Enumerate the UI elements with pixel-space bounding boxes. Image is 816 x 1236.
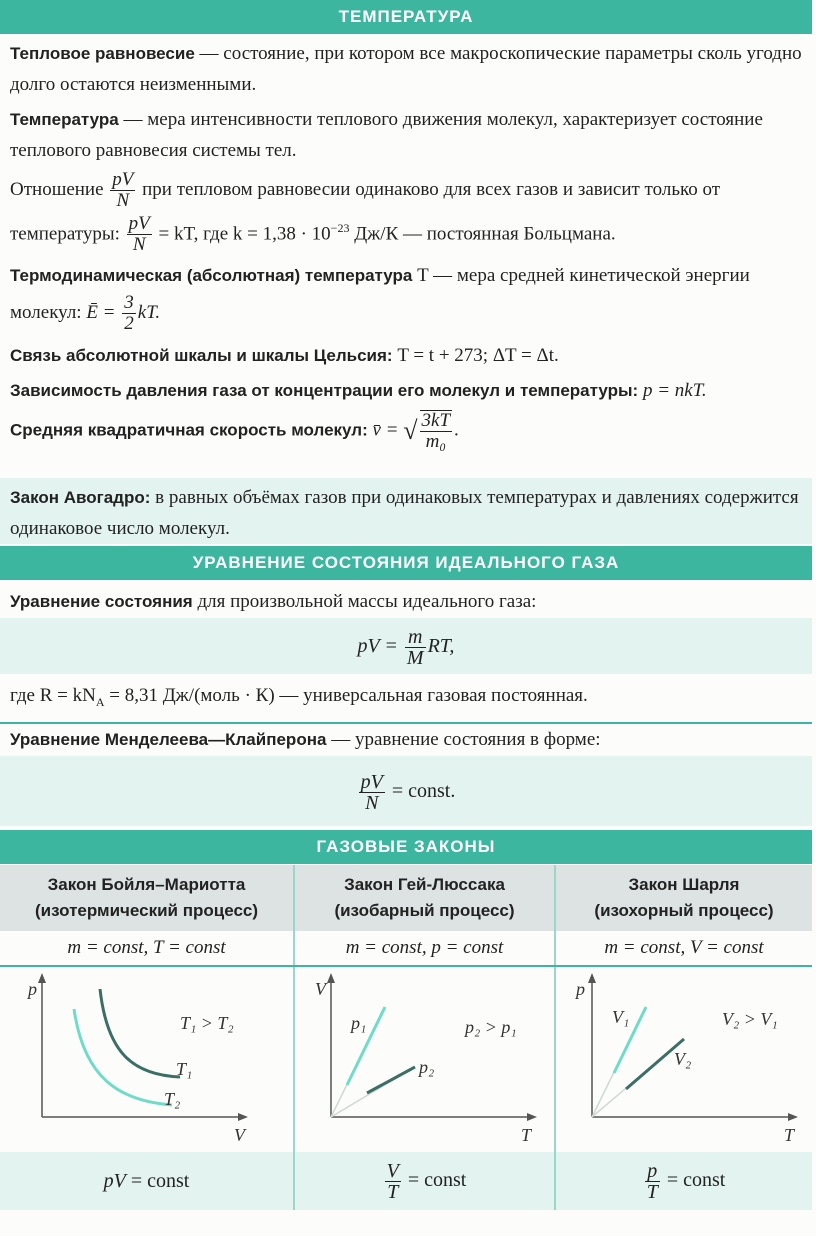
graph-isobar <box>294 966 555 1152</box>
relation-label: p₂ > p₁ <box>464 1017 517 1037</box>
line-label-V1: V₁ <box>612 1007 630 1027</box>
line-mendeleev-clapeyron: Уравнение Менделеева—Клайперона — уравнение состояния в форме: <box>10 729 601 750</box>
axis-label-T: T <box>784 1125 795 1145</box>
law-formula-charles: $\frac{p}{T}$ = const <box>555 1152 812 1210</box>
fraction-pV-N-2: $\frac{pV}{N}$ <box>128 213 150 256</box>
paragraph-pressure-dependence: Зависимость давления газа от концентрации его молекул и температуры: p = nkT. <box>10 380 707 402</box>
line-label-p2: p₂ <box>418 1057 434 1077</box>
relation-label: V₂ > V₁ <box>722 1009 778 1029</box>
line-label-V2: V₂ <box>674 1049 692 1069</box>
paragraph-rms-speed: Средняя квадратичная скорость молекул: v̄ = √ $\frac{3kT}{\text{m₀}}$ . <box>10 410 459 453</box>
law-condition-boyle: m = const, T = const <box>0 931 294 966</box>
temperature-body <box>0 38 812 452</box>
paragraph-temperature: Температура — мера интенсивности теплового движения молекул, характеризует состояние теплового равновесия системы тел. <box>10 109 763 161</box>
section-header-temperature: ТЕМПЕРАТУРА <box>0 0 812 34</box>
axis-label-V: V <box>314 979 326 999</box>
axis-label-T: T <box>520 1125 531 1145</box>
section-header-gas-laws: ГАЗОВЫЕ ЗАКОНЫ <box>0 830 812 864</box>
graph-isochore <box>555 966 812 1152</box>
curve-label-T1: T₁ <box>175 1059 192 1079</box>
gas-laws-table <box>0 865 812 1210</box>
law-condition-gay-lussac: m = const, p = const <box>294 931 555 966</box>
law-header-gay-lussac: Закон Гей-Люссака (изобарный процесс) <box>294 865 555 931</box>
law-formula-boyle: pV = const <box>0 1152 294 1210</box>
line-gas-constant: где $R = kN_A = 8,31$ Дж/(моль · К) — универсальная газовая постоянная. <box>0 680 812 724</box>
fraction-pV-N: $\frac{pV}{N}$ <box>112 169 134 211</box>
graph-isotherm <box>0 966 294 1152</box>
axis-label-V: V <box>233 1125 245 1145</box>
fraction-3-2: $\frac{3}{2}$ <box>124 292 134 335</box>
section-header-ideal-gas: УРАВНЕНИЕ СОСТОЯНИЯ ИДЕАЛЬНОГО ГАЗА <box>0 546 812 580</box>
equation-state-box: pV = $\frac{m}{M}$ RT, <box>0 618 812 674</box>
relation-label: T₁ > T₂ <box>179 1013 234 1033</box>
law-formula-gay-lussac: $\frac{V}{T}$ = const <box>294 1152 555 1210</box>
law-condition-charles: m = const, V = const <box>555 931 812 966</box>
law-header-boyle: Закон Бойля–Мариотта (изотермический процесс) <box>0 865 294 931</box>
line-label-p1: p₁ <box>350 1013 366 1033</box>
paragraph-ratio: Отношение $\frac{pV}{N}$ при тепловом равновесии одинаково для всех газов и зависит только от температуры: $\frac{pV}{N}$ = kT, где $k = 1,38 \cdot 10^{-23}$ Дж/К — постоянная Больцмана. <box>10 169 721 256</box>
law-header-charles: Закон Шарля (изохорный процесс) <box>555 865 812 931</box>
paragraph-thermodynamic-temperature: Термодинамическая (абсолютная) температура T — мера средней кинетической энергии молекул: Ē = $\frac{3}{2}$ kT. <box>10 265 750 335</box>
curve-label-T2: T₂ <box>163 1089 180 1109</box>
fraction-3kT-m0: $\frac{3kT}{\text{m₀}}$ <box>421 410 451 453</box>
axis-label-p: p <box>27 979 37 999</box>
equation-mc-box: $\frac{pV}{N}$ = const. <box>0 756 812 826</box>
paragraph-avogadro: Закон Авогадро: в равных объёмах газов при одинаковых температурах и давлениях содержится одинаковое число молекул. <box>0 478 812 544</box>
paragraph-thermal-equilibrium: Тепловое равновесие — состояние, при котором все макроскопические параметры сколь угодно долго остаются неизменными. <box>10 43 802 95</box>
fraction-pV-N-3: $\frac{pV}{N}$ <box>360 770 383 814</box>
paragraph-celsius-link: Связь абсолютной шкалы и шкалы Цельсия: T = t + 273; ΔT = Δt. <box>10 345 559 367</box>
axis-label-p: p <box>576 979 585 999</box>
fraction-m-M: $\frac{m}{M}$ <box>406 625 424 669</box>
sqrt-icon: √ <box>403 416 418 446</box>
line-equation-of-state: Уравнение состояния для произвольной массы идеального газа: <box>10 591 537 612</box>
